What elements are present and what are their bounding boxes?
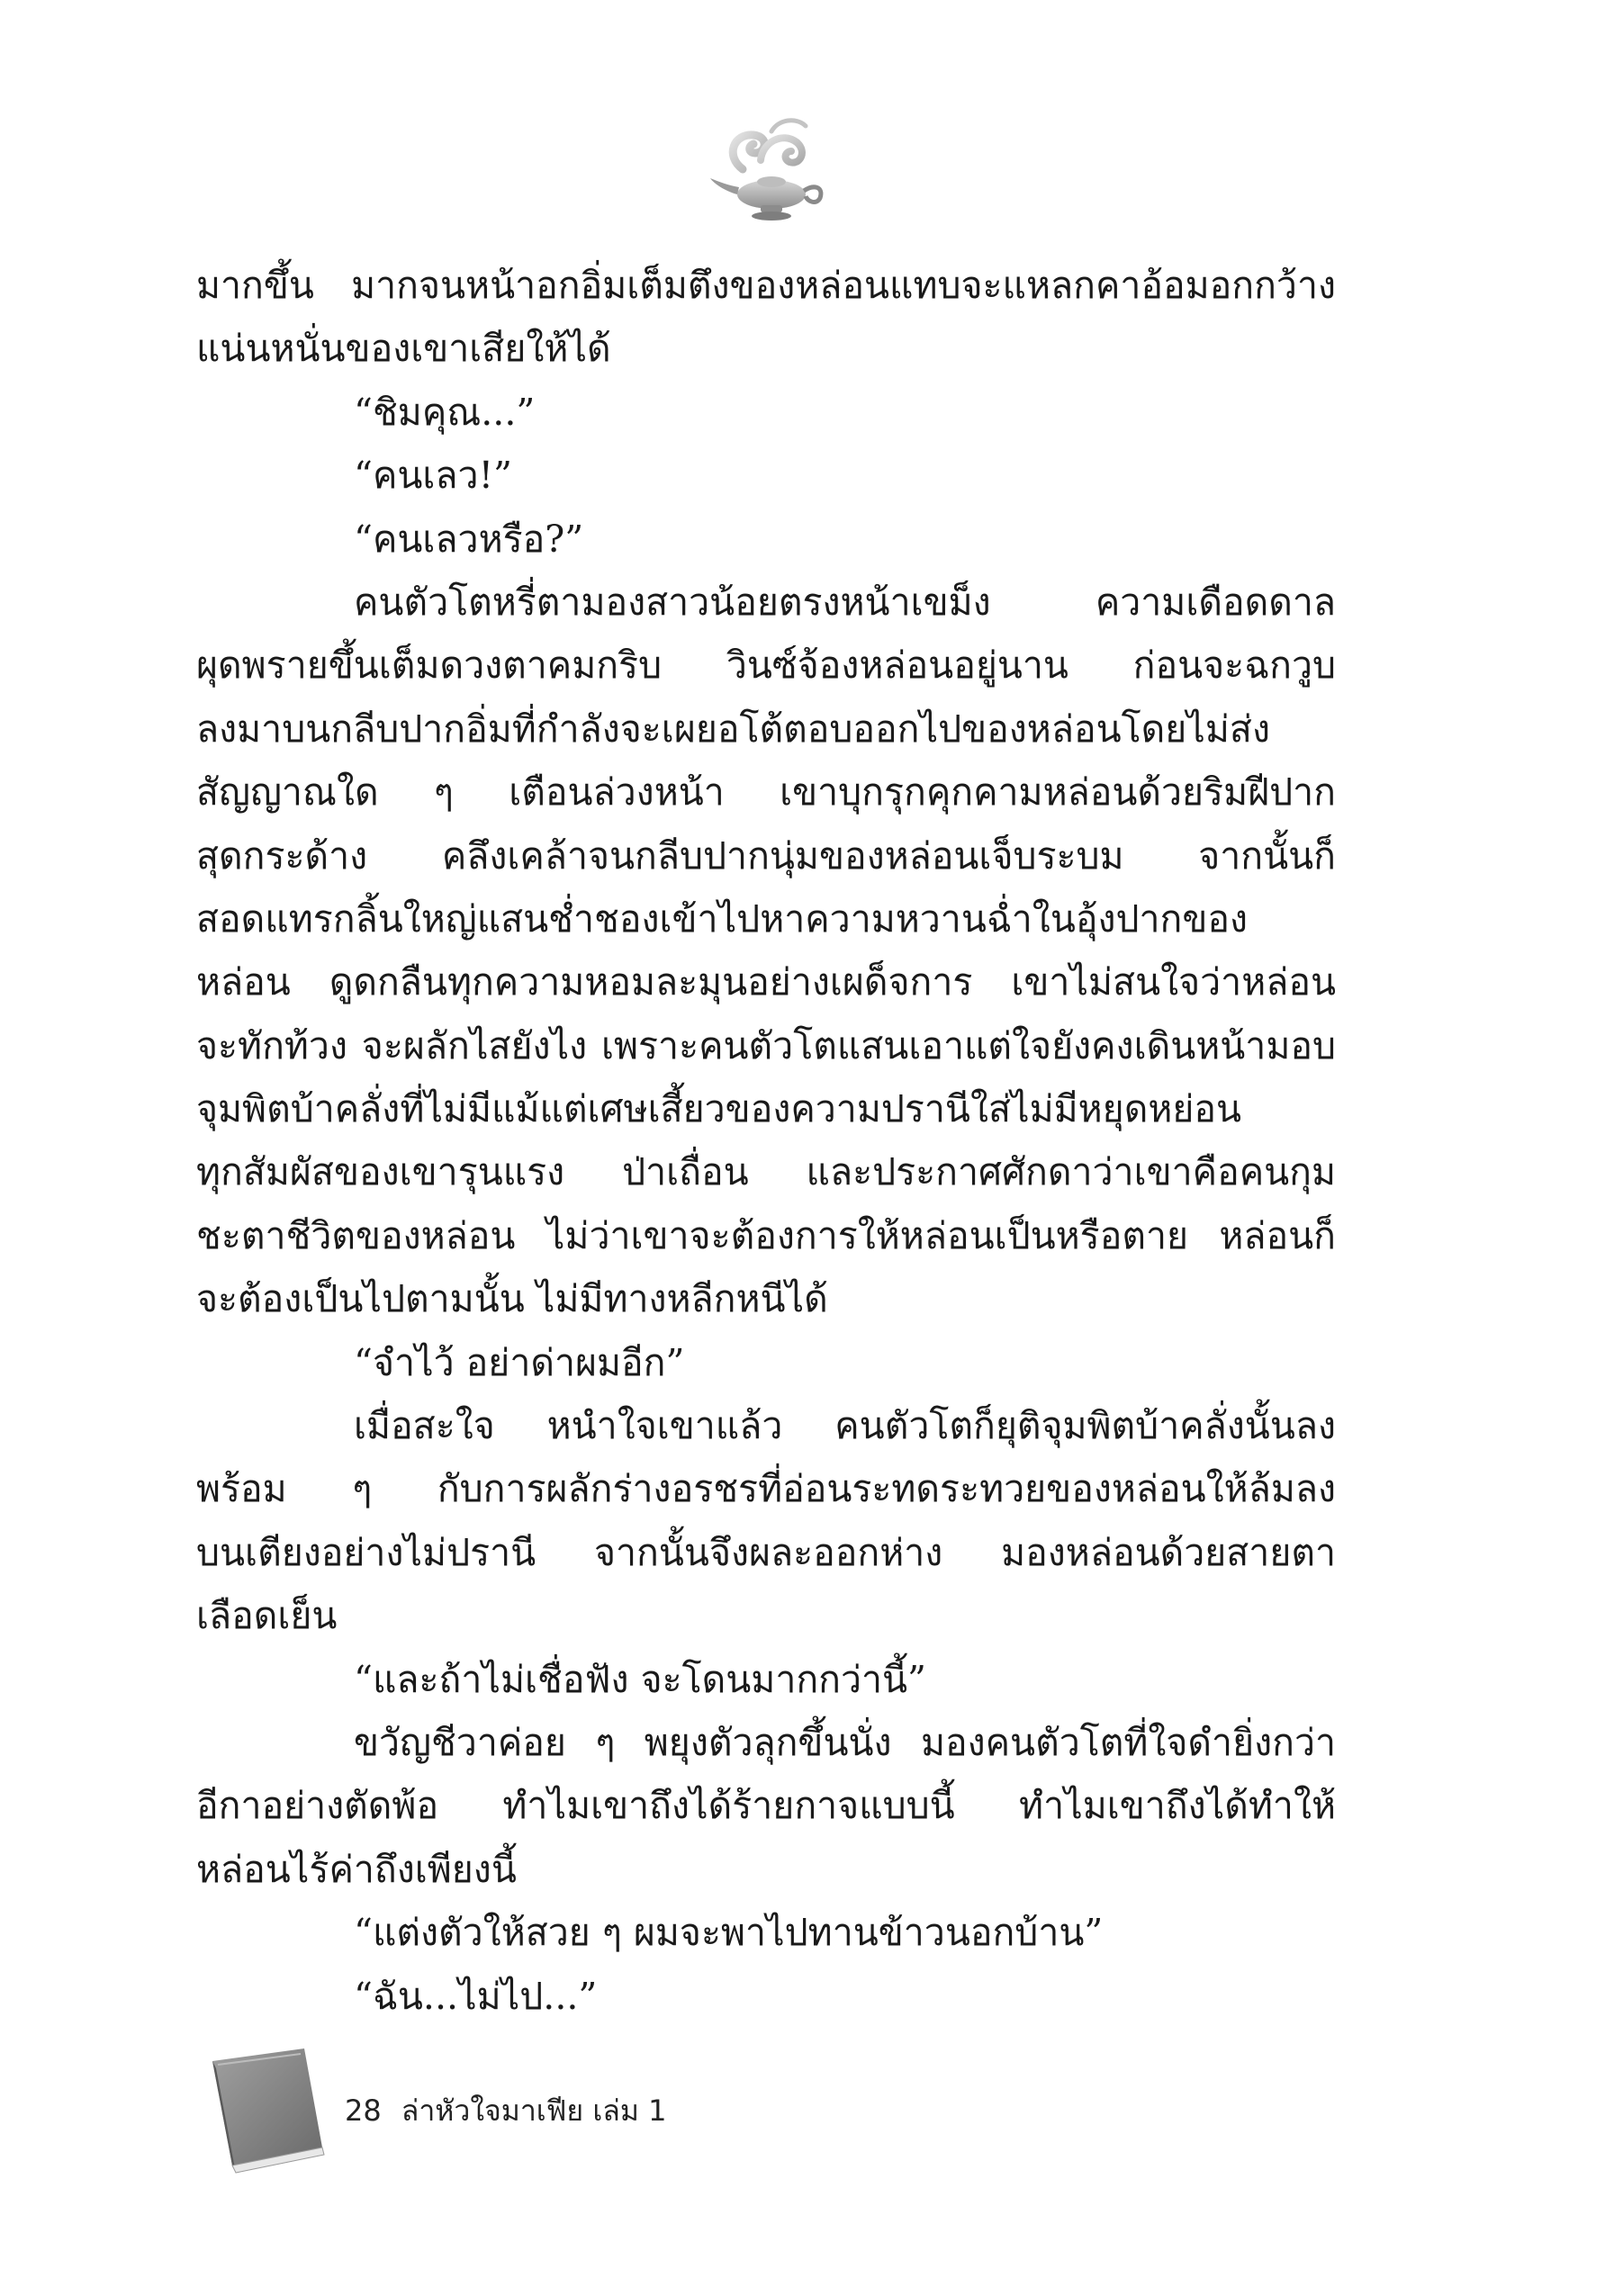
text-line: หล่อน ดูดกลืนทุกความหอมละมุนอย่างเผด็จการ เขาไม่สนใจว่าหล่อน <box>196 960 1336 1004</box>
text-line: ทุกสัมผัสของเขารุนแรง ป่าเถื่อน และประกาศศักดาว่าเขาคือคนกุม <box>196 1150 1336 1194</box>
text-line: ชะตาชีวิตของหล่อน ไม่ว่าเขาจะต้องการให้หล่อนเป็นหรือตาย หล่อนก็ <box>196 1213 1336 1257</box>
page-footer <box>196 2041 736 2176</box>
text-line: บนเตียงอย่างไม่ปรานี จากนั้นจึงผละออกห่าง มองหล่อนด้วยสายตา <box>196 1530 1336 1574</box>
text-line: “จำไว้ อย่าด่าผมอีก” <box>354 1340 685 1384</box>
text-line: เลือดเย็น <box>196 1594 338 1638</box>
text-line: หล่อนไร้ค่าถึงเพียงนี้ <box>196 1847 517 1891</box>
text-line: “คนเลว!” <box>354 454 513 498</box>
genie-lamp-icon <box>707 106 833 232</box>
text-line: ผุดพรายขึ้นเต็มดวงตาคมกริบ วินซ์จ้องหล่อนอยู่นาน ก่อนจะฉกวูบ <box>196 644 1336 688</box>
page-body <box>196 254 1336 2028</box>
text-line: “ชิมคุณ...” <box>354 390 536 434</box>
text-line: “และถ้าไม่เชื่อฟัง จะโดนมากกว่านี้” <box>354 1657 927 1701</box>
text-line: สุดกระด้าง คลึงเคล้าจนกลีบปากนุ่มของหล่อนเจ็บระบม จากนั้นก็ <box>196 833 1336 878</box>
text-line: จุมพิตบ้าคลั่งที่ไม่มีแม้แต่เศษเสี้ยวของความปรานีใส่ไม่มีหยุดหย่อน <box>196 1087 1242 1131</box>
text-line: มากขึ้น มากจนหน้าอกอิ่มเต็มตึงของหล่อนแทบจะแหลกคาอ้อมอกกว้าง <box>196 264 1336 307</box>
text-line: “ฉัน...ไม่ไป...” <box>354 1974 598 2018</box>
text-line: คนตัวโตหรี่ตามองสาวน้อยตรงหน้าเขม็ง ความเดือดดาล <box>354 580 1336 624</box>
text-line: อีกาอย่างตัดพ้อ ทำไมเขาถึงได้ร้ายกาจแบบนี้ ทำไมเขาถึงได้ทำให้ <box>196 1784 1336 1828</box>
text-line: เมื่อสะใจ หนำใจเขาแล้ว คนตัวโตก็ยุติจุมพิตบ้าคลั่งนั้นลง <box>354 1404 1336 1448</box>
footer-text <box>345 2088 666 2134</box>
text-line: จะต้องเป็นไปตามนั้น ไม่มีทางหลีกหนีได้ <box>196 1277 828 1321</box>
text-line: “คนเลวหรือ?” <box>354 517 584 561</box>
text-line: ขวัญชีวาค่อย ๆ พยุงตัวลุกขึ้นนั่ง มองคนตัวโตที่ใจดำยิ่งกว่า <box>354 1720 1336 1764</box>
text-line: “แต่งตัวให้สวย ๆ ผมจะพาไปทานข้าวนอกบ้าน” <box>354 1911 1104 1955</box>
text-line: พร้อม ๆ กับการผลักร่างอรชรที่อ่อนระทดระทวยของหล่อนให้ล้มลง <box>196 1467 1336 1511</box>
text-line: ลงมาบนกลีบปากอิ่มที่กำลังจะเผยอโต้ตอบออกไปของหล่อนโดยไม่ส่ง <box>196 707 1270 751</box>
page-number: 28 <box>345 2093 382 2128</box>
text-line: สอดแทรกลิ้นใหญ่แสนช่ำชองเข้าไปหาความหวานฉ่ำในอุ้งปากของ <box>196 896 1249 941</box>
text-line: แน่นหนั่นของเขาเสียให้ได้ <box>196 327 611 371</box>
book-icon <box>196 2041 331 2176</box>
text-line: สัญญาณใด ๆ เตือนล่วงหน้า เขาบุกรุกคุกคามหล่อนด้วยริมฝีปาก <box>196 770 1336 815</box>
text-line: จะทักท้วง จะผลักไสยังไง เพราะคนตัวโตแสนเอาแต่ใจยังคงเดินหน้ามอบ <box>196 1023 1336 1067</box>
book-title: ล่าหัวใจมาเฟีย เล่ม 1 <box>401 2093 667 2128</box>
